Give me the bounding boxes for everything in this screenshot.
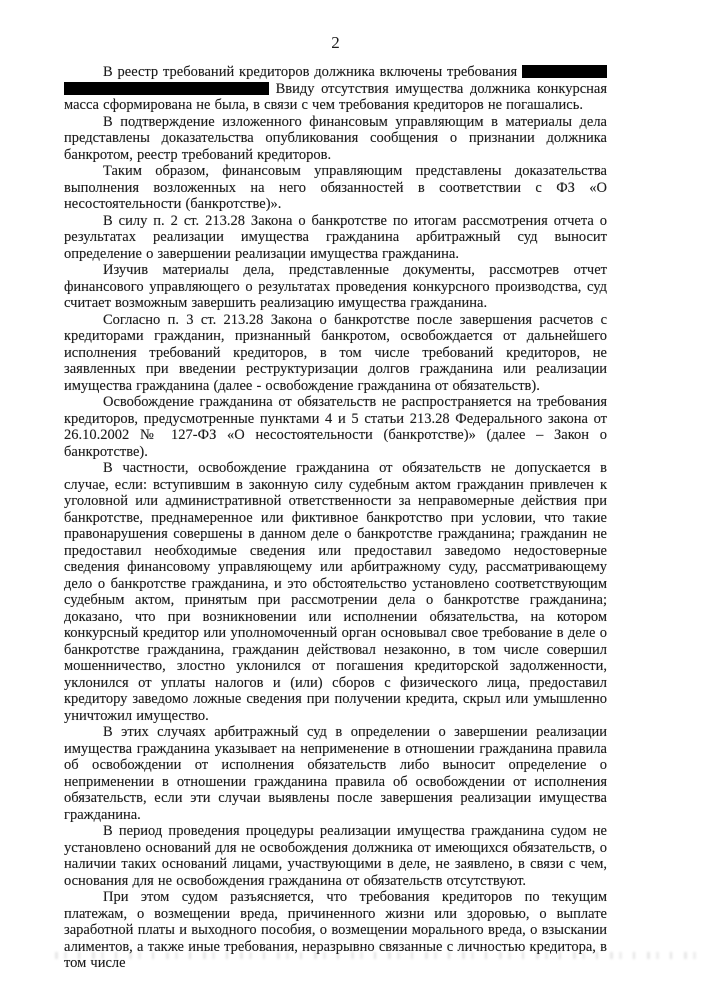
paragraph: Таким образом, финансовым управляющим представлены доказательства выполнения возложенных на него обязанностей в соответствии с ФЗ «О несостоятельности (банкротстве)». (64, 163, 607, 212)
paragraph: В этих случаях арбитражный суд в определении о завершении реализации имущества гражданина указывает на неприменение в отношении гражданина правила об освобождении от исполнения обязательств либо выносит определение о неприменении в отношении гражданина правила об освобождении от исполнения обязательств, если эти случаи выявлены после завершения реализации имущества гражданина. (64, 724, 607, 823)
paragraph: Согласно п. 3 ст. 213.28 Закона о банкротстве после завершения расчетов с кредиторами гражданин, признанный банкротом, освобождается от дальнейшего исполнения требований кредиторов, в том числе требований кредиторов, не заявленных при введении реструктуризации долгов гражданина или реализации имущества гражданина (далее - освобождение гражданина от обязательств). (64, 311, 607, 394)
document-body (64, 64, 607, 972)
paragraph: В силу п. 2 ст. 213.28 Закона о банкротстве по итогам рассмотрения отчета о результатах реализации имущества гражданина арбитражный суд выносит определение о завершении реализации имущества гражданина. (64, 212, 607, 262)
paragraph: Изучив материалы дела, представленные документы, рассмотрев отчет финансового управляющего о результатах проведения конкурсного производства, суд считает возможным завершить реализацию имущества гражданина. (64, 262, 607, 311)
paragraph: В реестр требований кредиторов должника включены требования Ввиду отсутствия имущества должника конкурсная масса сформирована не была, в связи с чем требования кредиторов не погашались. (64, 64, 607, 113)
paragraph: Освобождение гражданина от обязательств не распространяется на требования кредиторов, предусмотренные пунктами 4 и 5 статьи 213.28 Федерального закона от 26.10.2002 № 127-ФЗ «О несостоятельности (банкротстве)» (далее – Закон о банкротстве). (64, 394, 607, 460)
bleed-through-artifact (55, 952, 700, 959)
paragraph: В частности, освобождение гражданина от обязательств не допускается в случае, если: вступившим в законную силу судебным актом гражданин привлечен к уголовной или административной ответственности за неправомерные действия при банкротстве, преднамеренное или фиктивное банкротство при условии, что такие правонарушения совершены в данном деле о банкротстве гражданина; гражданин не предоставил необходимые сведения или предоставил заведомо недостоверные сведения финансовому управляющему или арбитражному суду, рассматривающему дело о банкротстве гражданина, и это обстоятельство установлено соответствующим судебным актом, принятым при рассмотрении дела о банкротстве гражданина; доказано, что при возникновении или исполнении обязательства, на котором конкурсный кредитор или уполномоченный орган основывал свое требование в деле о банкротстве гражданина, гражданин действовал незаконно, в том числе совершил мошенничество, злостно уклонился от погашения кредиторской задолженности, уклонился от уплаты налогов и (или) сборов с физического лица, предоставил кредитору заведомо ложные сведения при получении кредита, скрыл или умышленно уничтожил имущество. (64, 460, 607, 724)
paragraph: При этом судом разъясняется, что требования кредиторов по текущим платежам, о возмещении вреда, причиненного жизни или здоровью, о выплате заработной платы и выходного пособия, о возмещении морального вреда, о взыскании алиментов, а также иные требования, неразрывно связанные с личностью кредитора, в том числе (64, 889, 607, 971)
redaction-bar (522, 65, 607, 78)
page-number: 2 (331, 33, 340, 52)
paragraph: В период проведения процедуры реализации имущества гражданина судом не установлено оснований для не освобождения должника от имеющихся обязательств, о наличии таких оснований лицами, участвующими в деле, не заявлено, в связи с чем, основания для не освобождения гражданина от обязательств отсутствуют. (64, 823, 607, 889)
paragraph: В подтверждение изложенного финансовым управляющим в материалы дела представлены доказательства опубликования сообщения о признании должника банкротом, реестр требований кредиторов. (64, 113, 607, 163)
redaction-bar (64, 82, 269, 95)
